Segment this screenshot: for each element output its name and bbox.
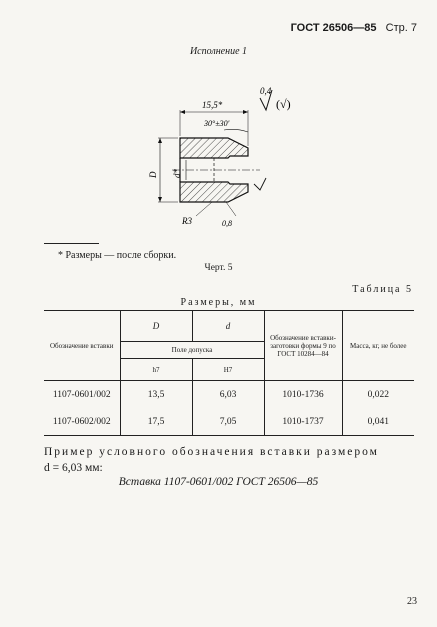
radius-label: R3 xyxy=(182,216,192,226)
cell-D: 17,5 xyxy=(120,408,192,436)
section-top xyxy=(180,138,248,158)
figure-caption: Черт. 5 xyxy=(204,263,233,273)
angle-dimension: 30°±30' xyxy=(204,119,230,128)
chamfer-label: 0,8 xyxy=(222,219,232,228)
page-number: 23 xyxy=(407,596,417,607)
cell-mass: 0,022 xyxy=(342,381,414,409)
example-tail: d = 6,03 мм: xyxy=(44,462,103,474)
page-label: Стр. 7 xyxy=(385,22,417,34)
table-row xyxy=(44,381,414,409)
dimensions-table xyxy=(44,310,414,436)
roughness-paren: (√) xyxy=(276,97,291,111)
col-header-blank: Обозначение вставки-заготовки формы 9 по ГОСТ 10284—84 xyxy=(264,311,342,381)
footnote: * Размеры — после сборки. xyxy=(58,250,177,261)
inner-diameter-label: d* xyxy=(172,169,182,178)
insert-drawing xyxy=(140,80,300,230)
col-header-mass: Масса, кг, не более xyxy=(342,311,414,381)
cell-blank: 1010-1737 xyxy=(264,408,342,436)
cell-designation: 1107-0601/002 xyxy=(44,381,120,409)
roughness-value: 0,4 xyxy=(260,86,272,96)
section-bottom xyxy=(180,182,248,202)
table-title: Размеры, мм xyxy=(180,297,257,308)
page-header xyxy=(291,22,417,34)
col-header-D: D xyxy=(120,311,192,342)
table-label: Таблица 5 xyxy=(352,284,413,295)
cell-blank: 1010-1736 xyxy=(264,381,342,409)
standard-number: ГОСТ 26506—85 xyxy=(290,22,377,34)
col-header-designation: Обозначение вставки xyxy=(44,311,120,381)
cell-d: 6,03 xyxy=(192,381,264,409)
col-header-tol-d: H7 xyxy=(192,359,264,381)
cell-mass: 0,041 xyxy=(342,408,414,436)
example-lead: Пример условного обозначения вставки размером xyxy=(44,446,379,458)
col-header-d: d xyxy=(192,311,264,342)
footnote-rule xyxy=(44,243,99,244)
outer-diameter-label: D xyxy=(148,171,158,178)
example-designation: Вставка 1107-0601/002 ГОСТ 26506—85 xyxy=(118,476,319,488)
col-header-tolerance: Поле допуска xyxy=(120,342,264,359)
col-header-tol-D: h7 xyxy=(120,359,192,381)
cell-d: 7,05 xyxy=(192,408,264,436)
length-dimension: 15,5* xyxy=(202,100,223,110)
figure-variant-title: Исполнение 1 xyxy=(189,46,248,57)
cell-designation: 1107-0602/002 xyxy=(44,408,120,436)
example-paragraph xyxy=(44,444,418,476)
table-row xyxy=(44,408,414,436)
cell-D: 13,5 xyxy=(120,381,192,409)
